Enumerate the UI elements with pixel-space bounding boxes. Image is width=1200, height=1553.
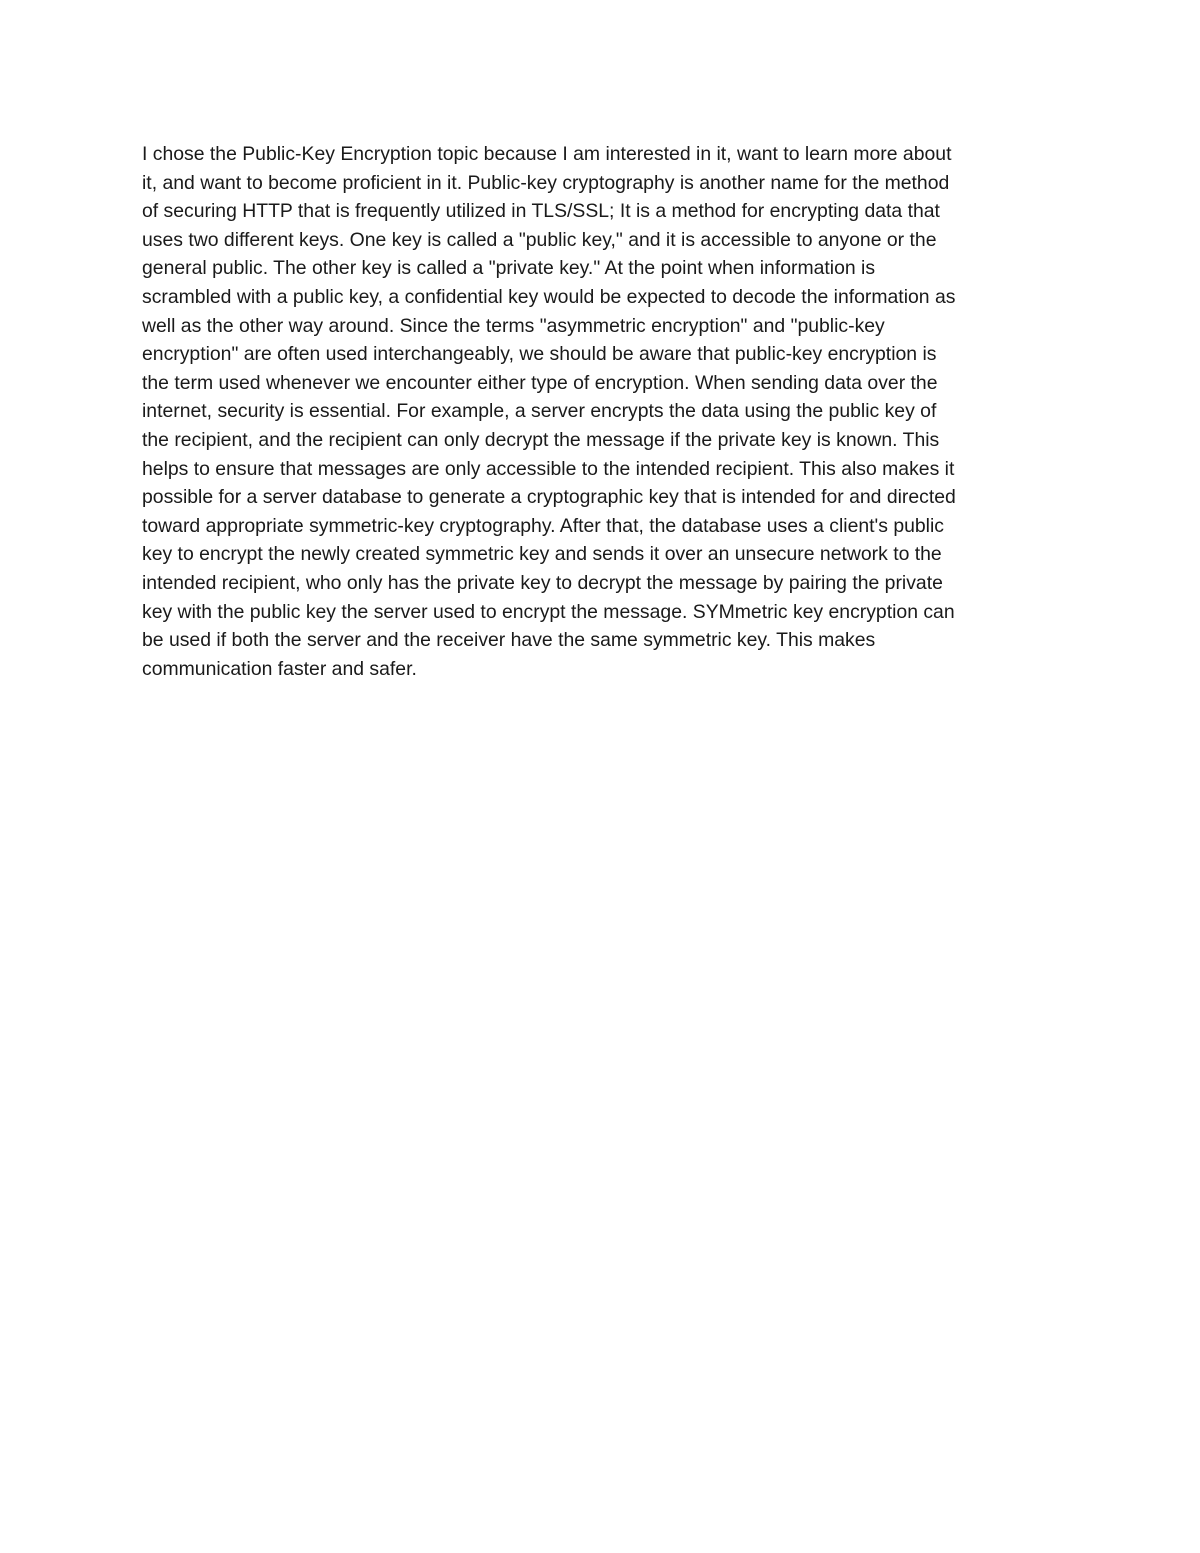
paragraph-line: encryption" are often used interchangeably, we should be aware that public-key encryption is <box>142 343 937 366</box>
paragraph-line: internet, security is essential. For example, a server encrypts the data using the public key of <box>142 400 937 423</box>
paragraph-line: toward appropriate symmetric-key cryptography. After that, the database uses a client's public <box>142 514 944 537</box>
paragraph-line: it, and want to become proficient in it. Public-key cryptography is another name for the method <box>142 171 950 194</box>
paragraph-line: communication faster and safer. <box>142 657 417 680</box>
body-paragraph <box>142 140 1062 683</box>
paragraph-line: possible for a server database to generate a cryptographic key that is intended for and directed <box>142 486 956 509</box>
paragraph-line: scrambled with a public key, a confidential key would be expected to decode the information as <box>142 285 956 308</box>
paragraph-line: the term used whenever we encounter either type of encryption. When sending data over the <box>142 371 938 394</box>
paragraph-line: uses two different keys. One key is called a "public key," and it is accessible to anyone or the <box>142 228 937 251</box>
paragraph-line: the recipient, and the recipient can only decrypt the message if the private key is known. This <box>142 428 940 451</box>
paragraph-line: general public. The other key is called a "private key." At the point when information is <box>142 257 876 280</box>
paragraph-line: intended recipient, who only has the private key to decrypt the message by pairing the private <box>142 571 943 594</box>
paragraph-line: key with the public key the server used to encrypt the message. SYMmetric key encryption can <box>142 600 955 623</box>
paragraph-line: well as the other way around. Since the terms "asymmetric encryption" and "public-key <box>142 314 885 337</box>
paragraph-line: helps to ensure that messages are only accessible to the intended recipient. This also makes it <box>142 457 955 480</box>
paragraph-line: I chose the Public-Key Encryption topic because I am interested in it, want to learn more about <box>142 143 952 165</box>
paragraph-line: of securing HTTP that is frequently utilized in TLS/SSL; It is a method for encrypting data that <box>142 200 940 223</box>
paragraph-line: key to encrypt the newly created symmetric key and sends it over an unsecure network to the <box>142 543 942 566</box>
paragraph-line: be used if both the server and the receiver have the same symmetric key. This makes <box>142 629 876 652</box>
